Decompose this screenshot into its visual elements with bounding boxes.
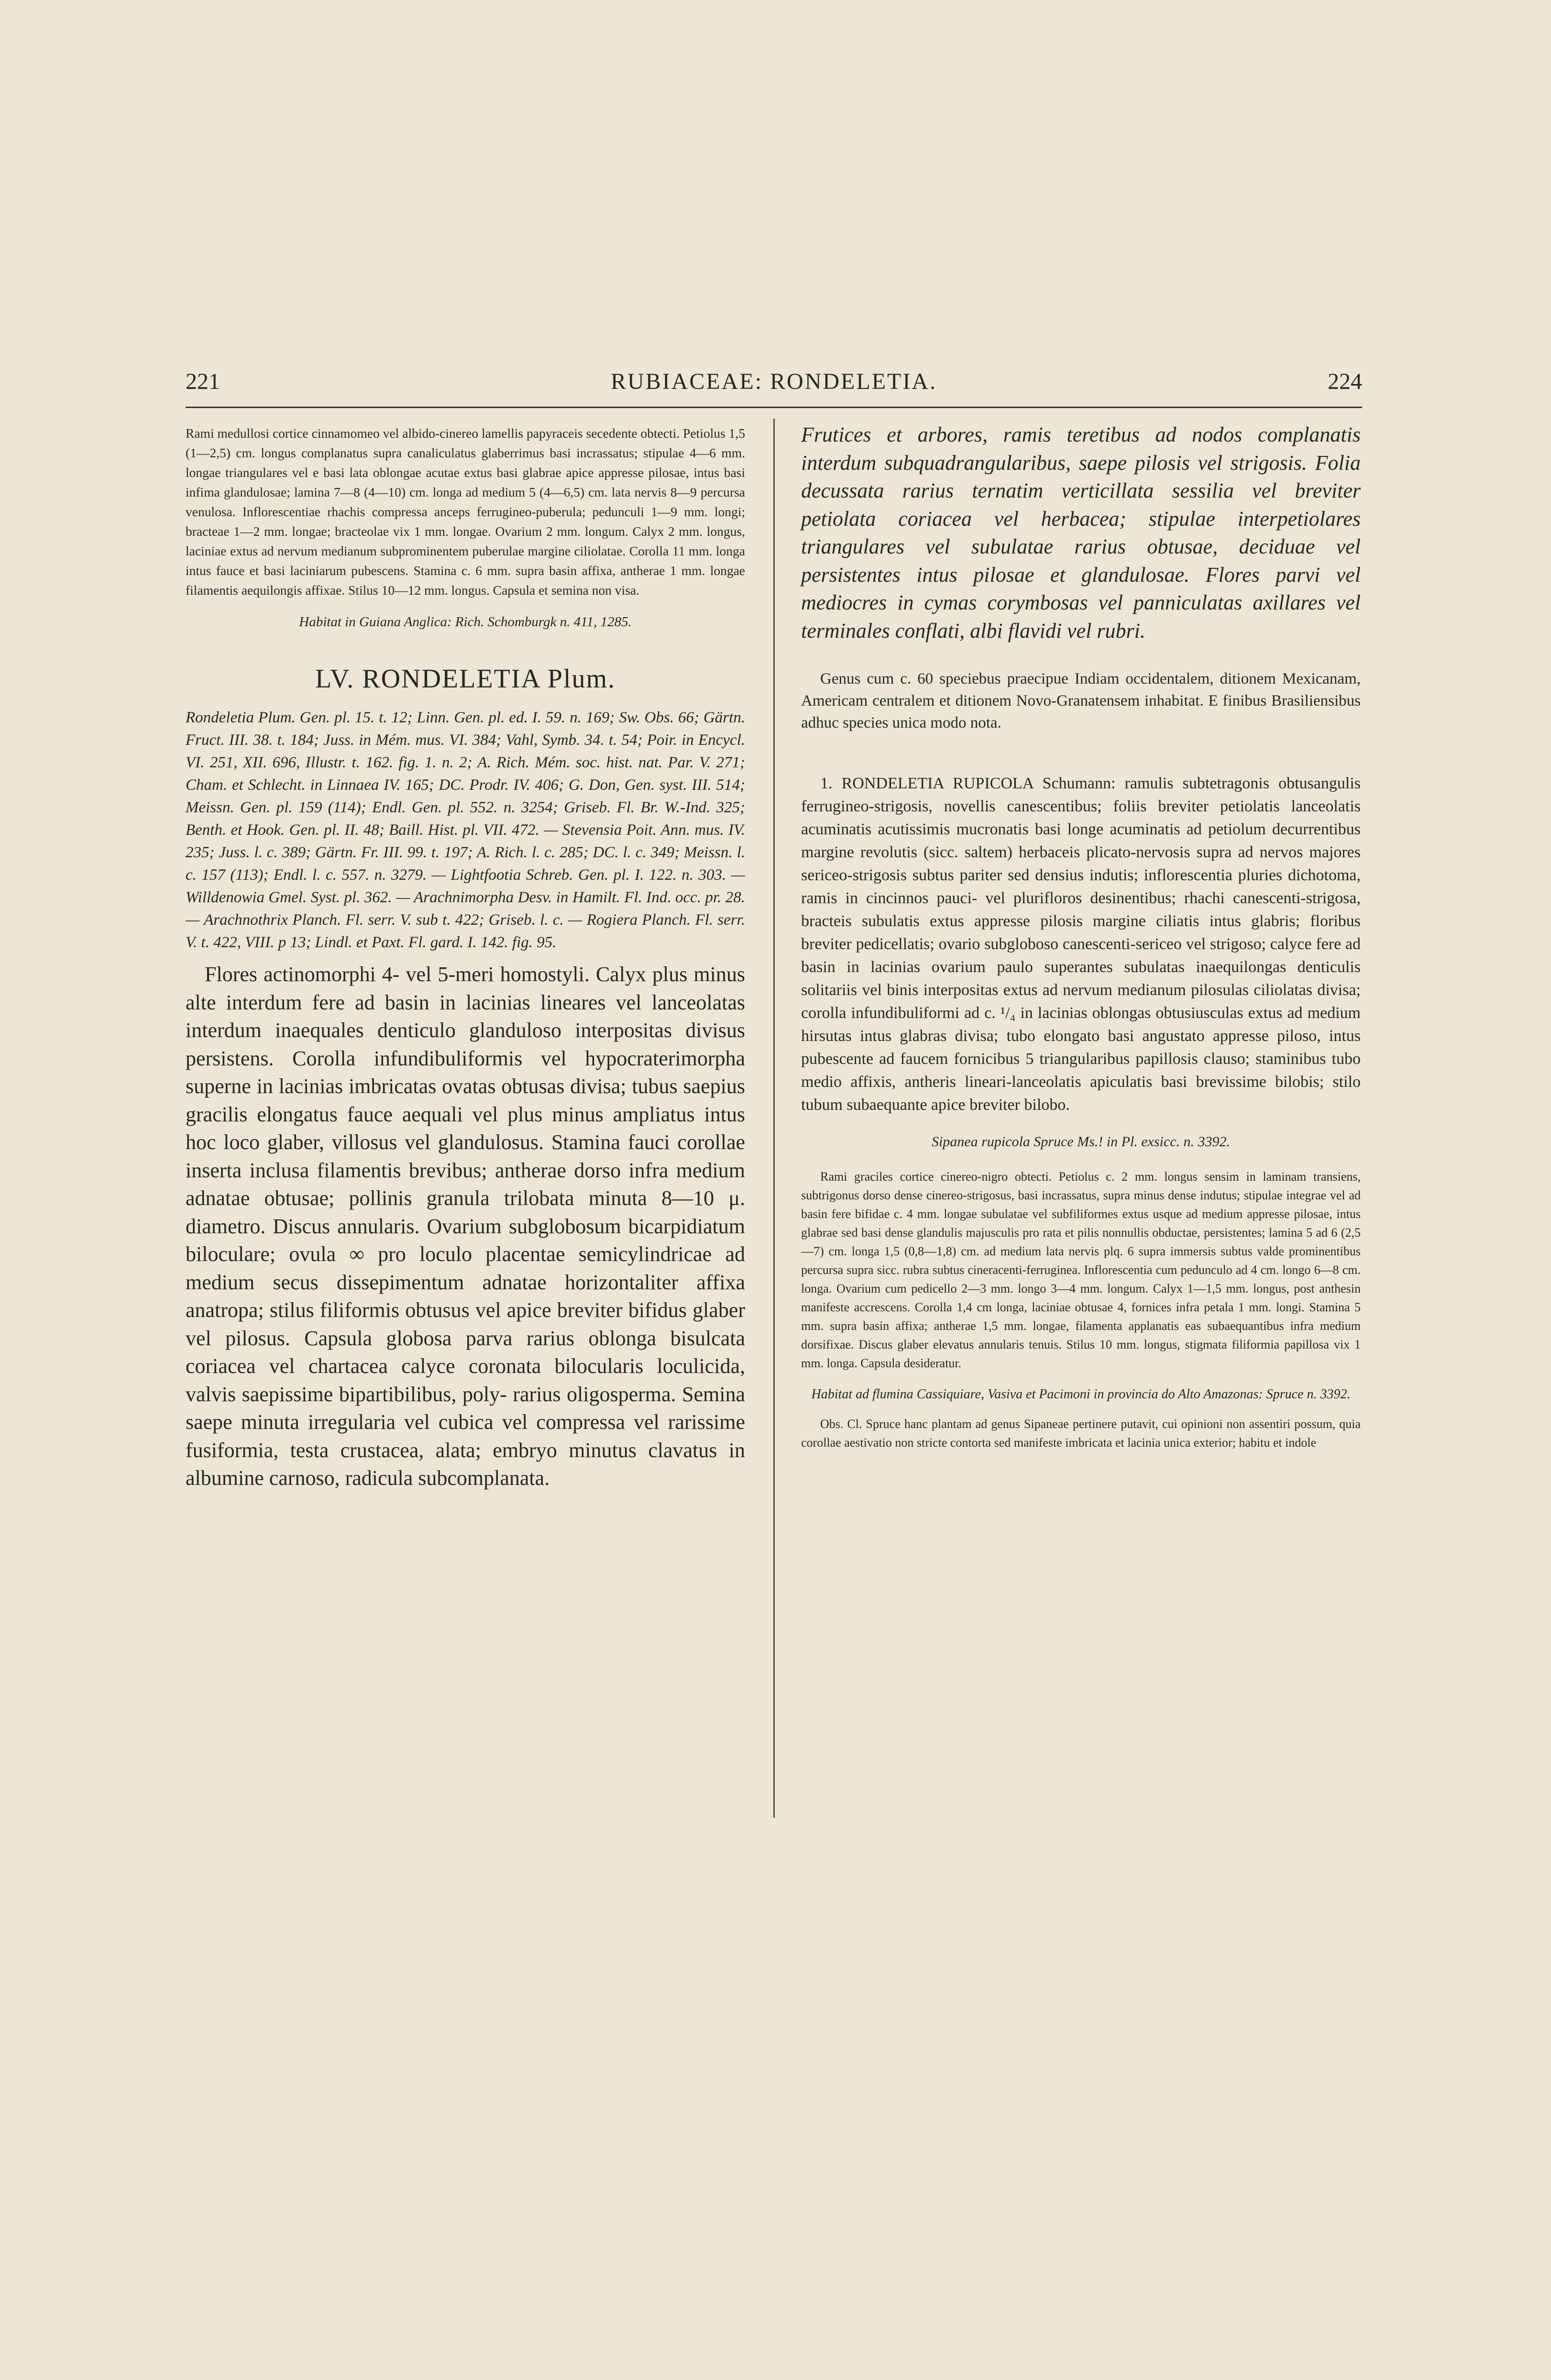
running-title: RUBIACEAE: RONDELETIA. <box>611 369 937 394</box>
left-column <box>186 421 745 1493</box>
page-number-left: 221 <box>186 369 220 394</box>
genus-synonymy: Rondeletia Plum. Gen. pl. 15. t. 12; Linn. Gen. pl. ed. I. 59. n. 169; Sw. Obs. 66; Gärtn. Fruct. III. 38. t. 184; Juss. in Mém. mus. VI. 384; Vahl, Symb. 34. t. 54; Poir. in Encycl. VI. 251, XII. 696, Illustr. t. 162. fig. 1. n. 2; A. Rich. Mém. soc. hist. nat. Par. V. 271; Cham. et Schlecht. in Linnaea IV. 165; DC. Prodr. IV. 406; G. Don, Gen. syst. III. 514; Meissn. Gen. pl. 159 (114); Endl. Gen. pl. 552. n. 3254; Griseb. Fl. Br. W.-Ind. 325; Benth. et Hook. Gen. pl. II. 48; Baill. Hist. pl. VII. 472. — Stevensia Poit. Ann. mus. IV. 235; Juss. l. c. 389; Gärtn. Fr. III. 99. t. 197; A. Rich. l. c. 285; DC. l. c. 349; Meissn. l. c. 157 (113); Endl. l. c. 557. n. 3279. — Lightfootia Schreb. Gen. pl. I. 122. n. 303. — Willdenowia Gmel. Syst. pl. 362. — Arachnimorpha Desv. in Hamilt. Fl. Ind. occ. pr. 28. — Arachnothrix Planch. Fl. serr. V. sub t. 422; Griseb. l. c. — Rogiera Planch. Fl. serr. V. t. 422, VIII. p 13; Lindl. et Paxt. Fl. gard. I. 142. fig. 95. <box>186 709 745 951</box>
species-diagnosis: 1. RONDELETIA RUPICOLA Schumann: ramulis subtetragonis obtusangulis ferrugineo-strigosis, novellis canescentibus; foliis breviter petiolatis lanceolatis acuminatis acutissimis mucronatis basi longe acuminatis ad petiolum decurrentibus margine revolutis (sicc. saltem) herbaceis plicato-nervosis supra ad nervos majores sericeo-strigosis subtus pariter sed densius indutis; inflorescentia pluries dichotoma, ramis in cincinnos pauci- vel plurifloros desinentibus; rhachi canescenti-strigosa, bracteis subulatis extus appresse pilosis margine ciliatis intus glabris; floribus breviter pedicellatis; ovario subgloboso canescenti-sericeo vel strigoso; calyce fere ad basin in lacinias ovarium paulo superantes subulatas inaequilongas denticulis solitariis vel binis interpositas extus ad nervum medianum pilosulas ciliolatas divisa; corolla infundibuliformi ad c. ¹/₄ in lacinias oblongas obtusiusculas extus ad medium hirsutas intus glabras divisa; tubo elongato basi angustato appresse piloso, intus pubescente ad faucem fornicibus 5 triangularibus papillosis clauso; staminibus tubo medio affixis, antheris lineari-lanceolatis apiculatis basi brevissime bilobis; stilo tubum subaequante apice breviter bilobo. <box>801 775 1361 1114</box>
observation-note: Obs. Cl. Spruce hanc plantam ad genus Sipaneae pertinere putavit, cui opinioni non assentiri possum, quia corollae aestivatio non stricte contorta sed manifeste imbricata et lacinia unica exterior; habitu et indole <box>801 1417 1361 1450</box>
running-header <box>186 368 1362 402</box>
distribution: Genus cum c. 60 speciebus praecipue Indiam occidentalem, ditionem Mexicanam, Americam centralem et ditionem Novo-Granatensem inhabitat. E finibus Brasiliensibus adhuc species unica modo nota. <box>801 670 1361 731</box>
genus-title: LV. RONDELETIA Plum. <box>315 664 616 694</box>
species-description-continued: Rami medullosi cortice cinnamomeo vel albido-cinereo lamellis papyraceis secedente obtecti. Petiolus 1,5 (1—2,5) cm. longus complanatus supra canaliculatus glaberrimus basi incrassatus; stipulae 4—6 mm. longae triangulares vel e basi lata oblongae acutae extus basi glabrae apice appresse pilosae, intus basi infima glandulosae; lamina 7—8 (4—10) cm. longa ad medium 5 (4—6,5) cm. lata nervis 8—9 percursa venulosa. Inflorescentiae rhachis compressa anceps ferrugineo-puberula; pedunculi 1—9 mm. longi; bracteae 1—2 mm. longae; bracteolae vix 1 mm. longae. Ovarium 2 mm. longum. Calyx 2 mm. longus, laciniae extus ad nervum medianum subprominentem puberulae margine ciliolatae. Corolla 11 mm. longa intus fauce et basi laciniarum pubescens. Stamina c. 6 mm. supra basin affixa, antherae 1 mm. longae filamentis aequilongis affixae. Stilus 10—12 mm. longus. Capsula et semina non visa. <box>186 426 745 598</box>
right-column <box>801 421 1361 1452</box>
species-habitat: Habitat ad flumina Cassiquiare, Vasiva et Pacimoni in provincia do Alto Amazonas: Spruce n. 3392. <box>811 1387 1351 1402</box>
page-number-right: 224 <box>1328 369 1362 394</box>
genus-description: Flores actinomorphi 4- vel 5-meri homostyli. Calyx plus minus alte interdum fere ad basin in lacinias lineares vel lanceolatas interdum inaequales denticulo glanduloso interpositas divisus persistens. Corolla infundibuliformis vel hypocraterimorpha superne in lacinias imbricatas ovatas obtusas divisa; tubus saepius gracilis elongatus fauce aequali vel plus minus ampliatus intus hoc loco glaber, villosus vel glandulosus. Stamina fauci corollae inserta inclusa filamentis brevibus; antherae dorso infra medium adnatae obtusae; pollinis granula trilobata minuta 8—10 μ. diametro. Discus annularis. Ovarium subglobosum bicarpidiatum biloculare; ovula ∞ pro loculo placentae semicylindricae ad medium secus dissepimentum adnatae horizontaliter affixa anatropa; stilus filiformis obtusus vel apice breviter bifidus glaber vel pilosus. Capsula globosa parva rarius oblonga bisulcata coriacea vel chartacea calyce coronata bilocularis loculicida, valvis saepissime bipartibilibus, poly- rarius oligosperma. Semina saepe minuta irregularia vel cubica vel compressa vel rarissime fusiformia, testa crustacea, alata; embryo minutus clavatus in albumine carnoso, radicula subcomplanata. <box>186 963 745 1490</box>
habit-description: Frutices et arbores, ramis teretibus ad nodos complanatis interdum subquadrangularibus, saepe pilosis vel strigosis. Folia decussata rarius ternatim verticillata sessilia vel breviter petiolata coriacea vel herbacea; stipulae interpetiolares triangulares vel subulatae rarius obtusae, deciduae vel persistentes intus pilosae et glandulosae. Flores parvi vel mediocres in cymas corymbosas vel panniculatas axillares vel terminales conflati, albi flavidi vel rubri. <box>801 423 1361 642</box>
species-synonym: Sipanea rupicola Spruce Ms.! in Pl. exsicc. n. 3392. <box>931 1134 1231 1150</box>
species-details: Rami graciles cortice cinereo-nigro obtecti. Petiolus c. 2 mm. longus sensim in laminam transiens, subtrigonus dorso dense cinereo-strigosus, basi incrassatus, supra minus dense indutus; stipulae integrae vel ad basin fere bifidae c. 4 mm. longae subulatae vel subfiliformes extus usque ad medium appresse pilosae, intus glabrae sed basi dense glandulis majusculis pro rata et pilis nonnullis obductae, persistentes; lamina 5 ad 6 (2,5—7) cm. longa 1,5 (0,8—1,8) cm. ad medium lata nervis plq. 6 supra immersis subtus valde prominentibus percursa supra sicc. rubra subtus cineracenti-ferruginea. Inflorescentia cum pedunculo ad 4 cm. longo 6—8 cm. longa. Ovarium cum pedicello 2—3 mm. longo 3—4 mm. longum. Calyx 1—1,5 mm. longus, post anthesin manifeste accrescens. Corolla 1,4 cm longa, laciniae obtusae 4, fornices infra petala 1 mm. longi. Stamina 5 mm. supra basin affixa; antherae 1,5 mm. longae, filamenta applanatis eas subaequantibus infra medium dorsifixae. Discus glaber elevatus annularis tenuis. Stilus 10 mm. longus, stigmata filiformia papillosa vix 1 mm. longa. Capsula desideratur. <box>801 1170 1361 1370</box>
header-rule <box>186 407 1362 408</box>
column-divider <box>773 419 775 1818</box>
habitat-note: Habitat in Guiana Anglica: Rich. Schomburgk n. 411, 1285. <box>299 614 632 630</box>
